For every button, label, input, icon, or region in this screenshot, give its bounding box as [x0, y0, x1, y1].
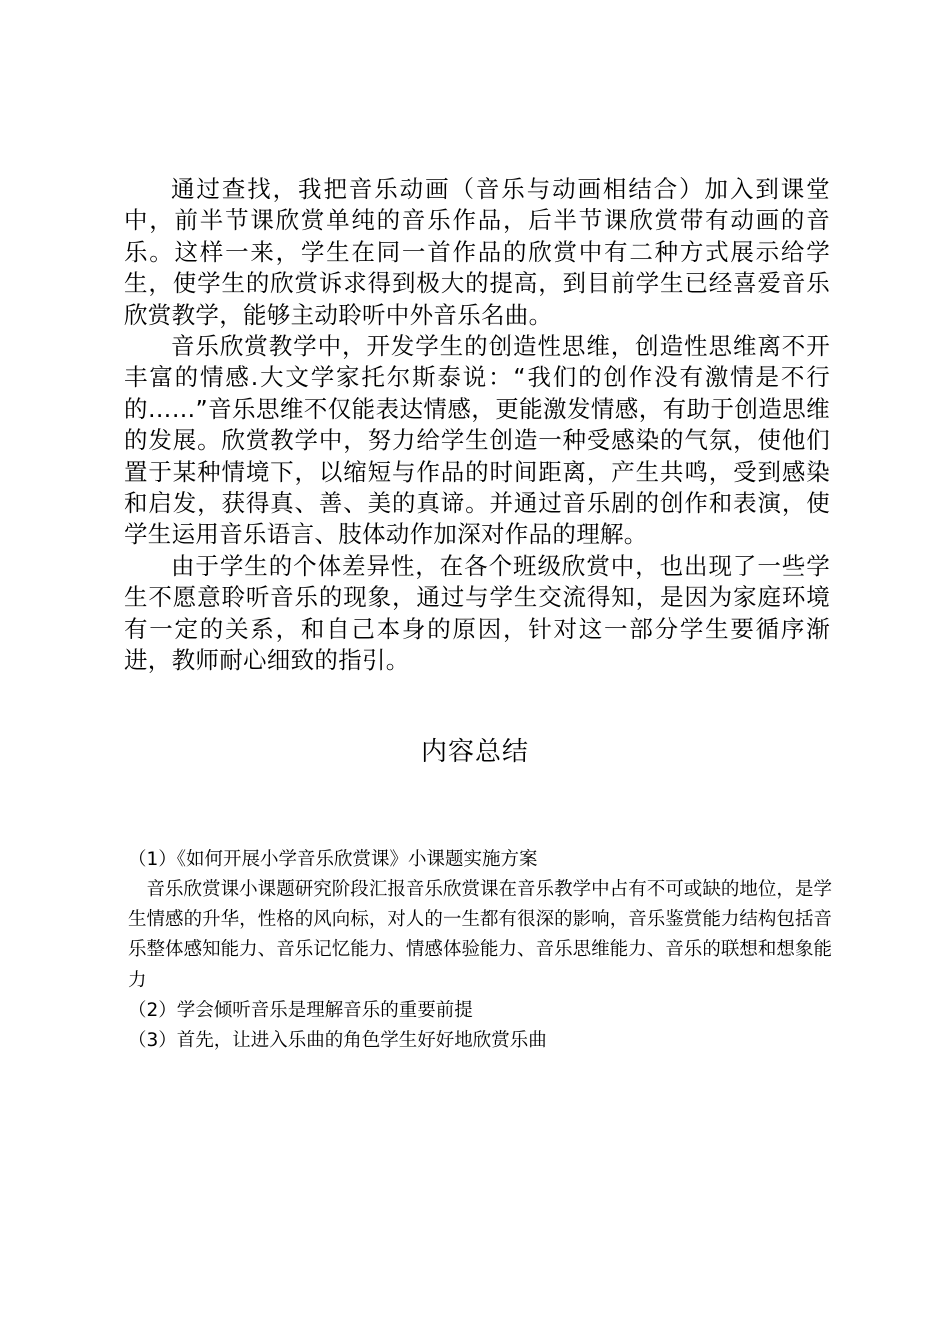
body-paragraph-3: 由于学生的个体差异性，在各个班级欣赏中，也出现了一些学生不愿意聆听音乐的现象，通过与学生交流得知，是因为家庭环境有一定的关系，和自己本身的原因，针对这一部分学生要循序渐进，教师耐心细致的指引。 — [124, 551, 830, 675]
summary-item-1-text: 音乐欣赏课小课题研究阶段汇报音乐欣赏课在音乐教学中占有不可或缺的地位，是学生情感的升华，性格的风向标，对人的一生都有很深的影响，音乐鉴赏能力结构包括音乐整体感知能力、音乐记忆能力、情感体验能力、音乐思维能力、音乐的联想和想象能力 — [128, 879, 832, 991]
summary-item-2: （2）学会倾听音乐是理解音乐的重要前提 — [128, 999, 473, 1021]
summary-item-3: （3）首先，让进入乐曲的角色学生好好地欣赏乐曲 — [128, 1029, 547, 1051]
body-paragraph-2: 音乐欣赏教学中，开发学生的创造性思维，创造性思维离不开丰富的情感.大文学家托尔斯泰说：“我们的创作没有激情是不行的……”音乐思维不仅能表达情感，更能激发情感，有助于创造思维的发展。欣赏教学中，努力给学生创造一种受感染的气氛，使他们置于某种情境下，以缩短与作品的时间距离，产生共鸣，受到感染和启发，获得真、善、美的真谛。并通过音乐剧的创作和表演，使学生运用音乐语言、肢体动作加深对作品的理解。 — [124, 332, 830, 549]
summary-item-1-heading: （1）《如何开展小学音乐欣赏课》小课题实施方案 — [128, 849, 538, 870]
body-text — [124, 174, 830, 677]
body-paragraph-1: 通过查找，我把音乐动画（音乐与动画相结合）加入到课堂中，前半节课欣赏单纯的音乐作品，后半节课欣赏带有动画的音乐。这样一来，学生在同一首作品的欣赏中有二种方式展示给学生，使学生的欣赏诉求得到极大的提高，到目前学生已经喜爱音乐欣赏教学，能够主动聆听中外音乐名曲。 — [124, 175, 830, 329]
summary-section — [128, 845, 832, 1056]
summary-title: 内容总结 — [420, 737, 529, 767]
